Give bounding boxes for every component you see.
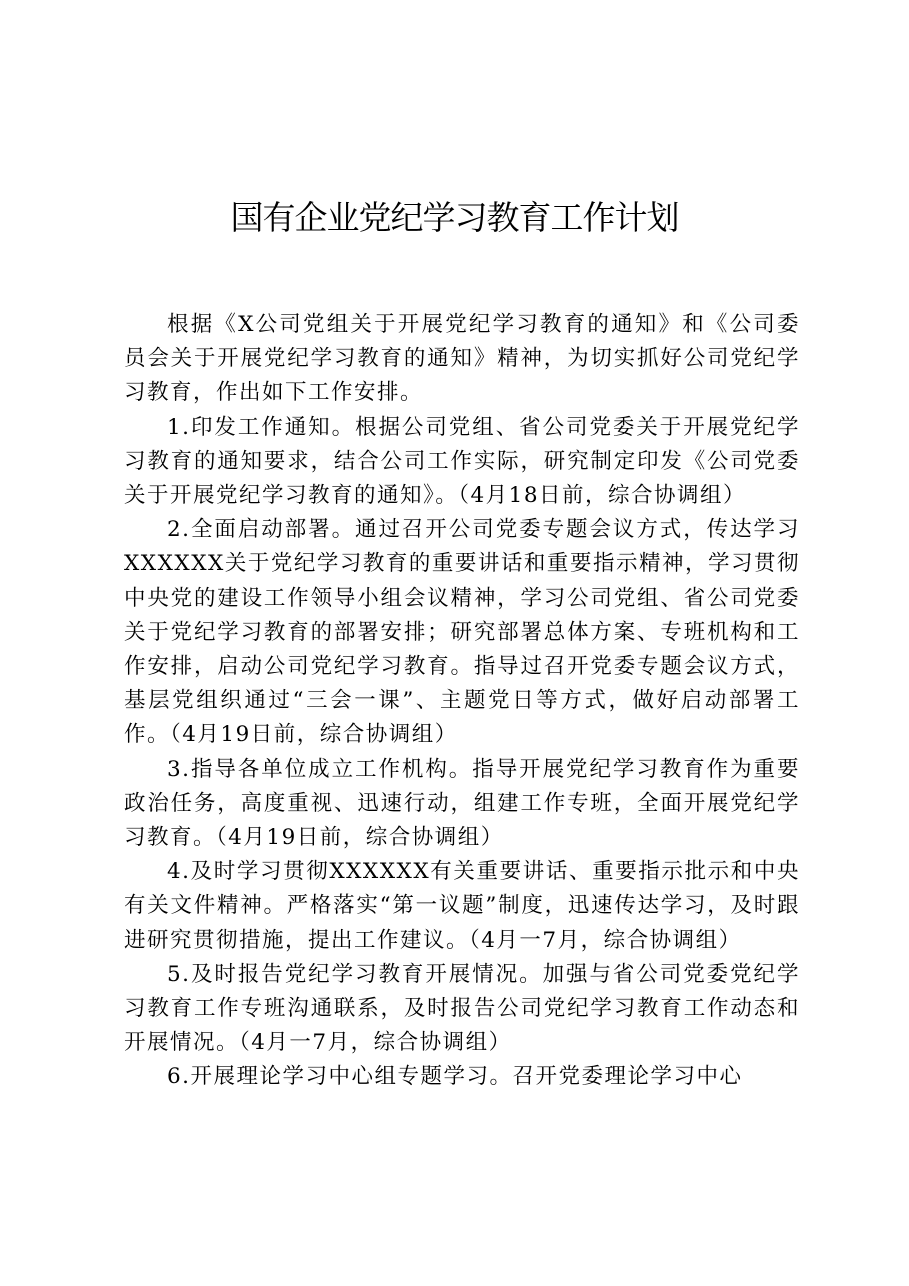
document-body <box>124 308 800 1095</box>
item-6-paragraph: 6.开展理论学习中心组专题学习。召开党委理论学习中心 <box>167 1064 743 1090</box>
document-title: 国有企业党纪学习教育工作计划 <box>230 198 679 237</box>
item-1-paragraph: 1.印发工作通知。根据公司党组、省公司党委关于开展党纪学习教育的通知要求，结合公司工作实际，研究制定印发《公司党委关于开展党纪学习教育的通知》。（4月18日前，综合协调组） <box>124 414 800 509</box>
item-3-paragraph: 3.指导各单位成立工作机构。指导开展党纪学习教育作为重要政治任务，高度重视、迅速行动，组建工作专班，全面开展党纪学习教育。（4月19日前，综合协调组） <box>124 756 800 851</box>
item-2-paragraph: 2.全面启动部署。通过召开公司党委专题会议方式，传达学习XXXXXX关于党纪学习教育的重要讲话和重要指示精神，学习贯彻中央党的建设工作领导小组会议精神，学习公司党组、省公司党委关于党纪学习教育的部署安排；研究部署总体方案、专班机构和工作安排，启动公司党纪学习教育。指导过召开党委专题会议方式，基层党组织通过“三会一课”、主题党日等方式，做好启动部署工作。（4月19日前，综合协调组） <box>124 517 800 748</box>
intro-paragraph: 根据《X公司党组关于开展党纪学习教育的通知》和《公司委员会关于开展党纪学习教育的通知》精神，为切实抓好公司党纪学习教育，作出如下工作安排。 <box>124 312 800 406</box>
item-5-paragraph: 5.及时报告党纪学习教育开展情况。加强与省公司党委党纪学习教育工作专班沟通联系，及时报告公司党纪学习教育工作动态和开展情况。（4月一7月，综合协调组） <box>124 961 800 1056</box>
item-4-paragraph: 4.及时学习贯彻XXXXXX有关重要讲话、重要指示批示和中央有关文件精神。严格落实“第一议题”制度，迅速传达学习，及时跟进研究贯彻措施，提出工作建议。（4月一7月，综合协调组） <box>124 859 800 953</box>
